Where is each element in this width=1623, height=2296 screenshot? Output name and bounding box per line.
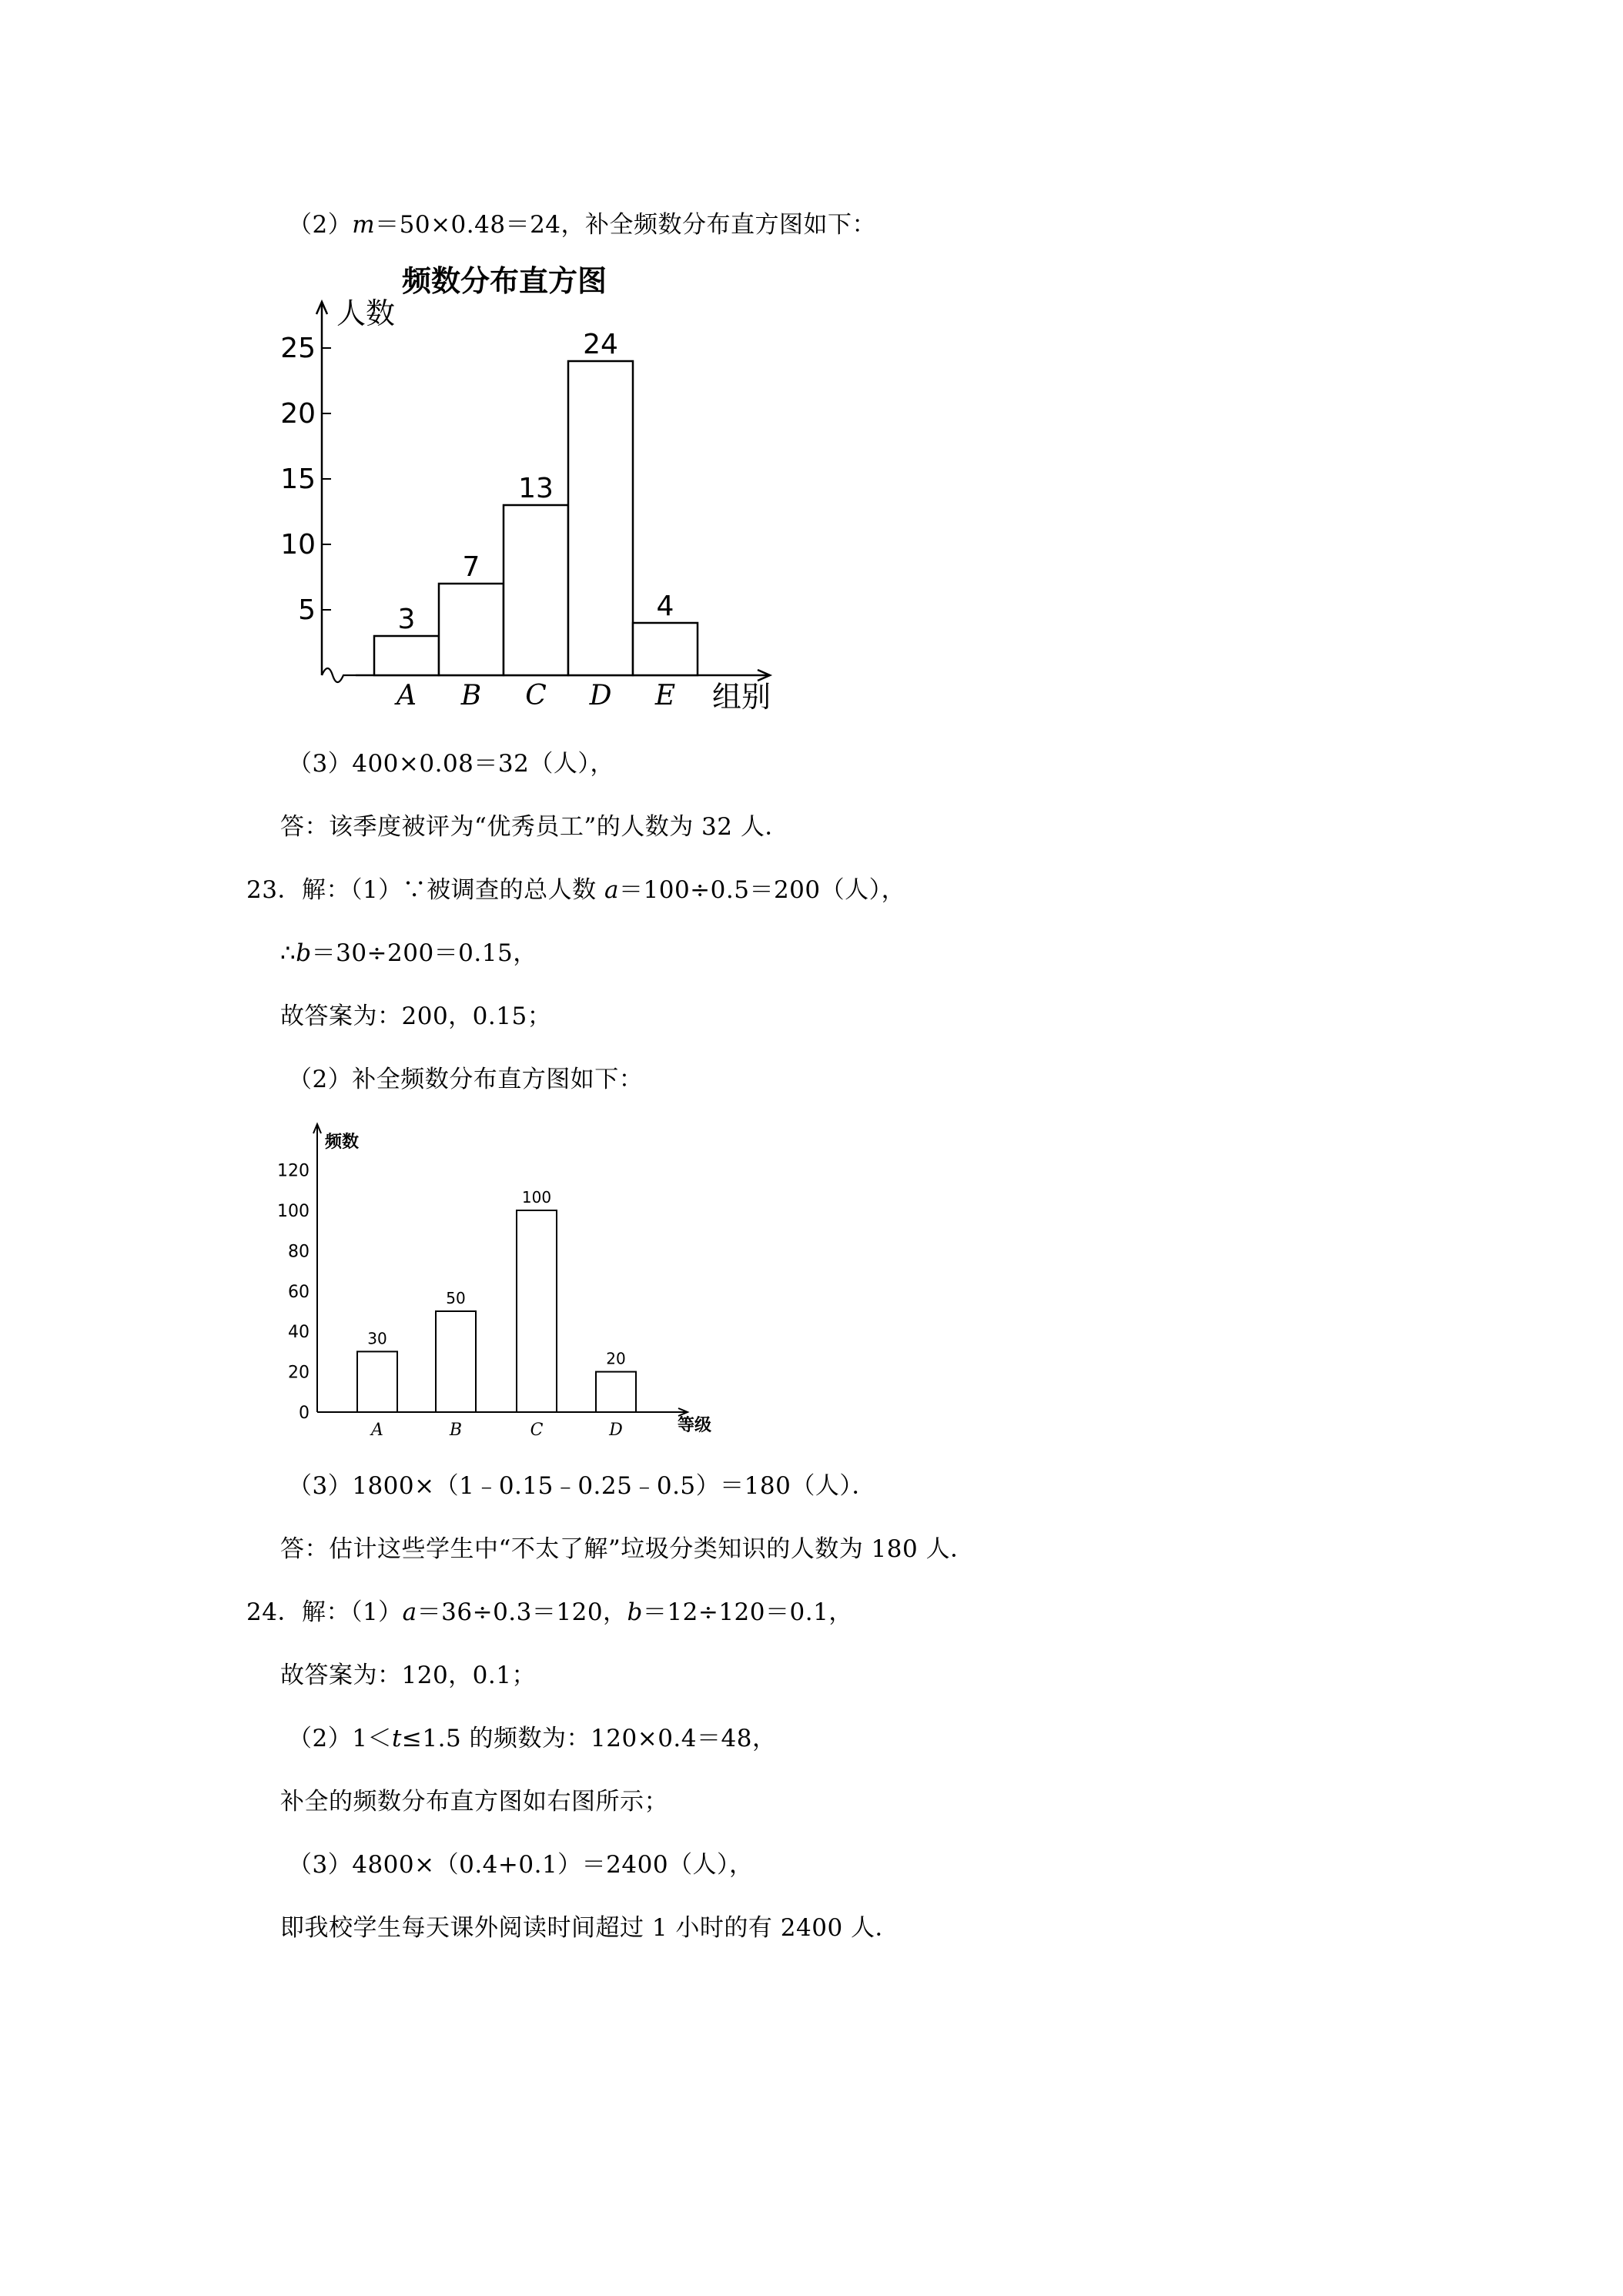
chart-2-data-label: 30 bbox=[367, 1329, 387, 1348]
text-line-3: 答：该季度被评为“优秀员工”的人数为 32 人． bbox=[280, 813, 789, 841]
text-line-13: 补全的频数分布直方图如右图所示； bbox=[280, 1788, 668, 1816]
chart-1-x-tick-label: C bbox=[525, 680, 547, 711]
chart-2-x-tick-label: D bbox=[609, 1421, 623, 1440]
text-line-8: （3）1800×（1﹣0.15﹣0.25﹣0.5）＝180（人）． bbox=[288, 1472, 876, 1500]
text-line-6: 故答案为：200，0.15； bbox=[280, 1002, 552, 1030]
text-line-1: （2）m＝50×0.48＝24，补全频数分布直方图如下： bbox=[288, 211, 877, 239]
chart-2-x-tick-label: B bbox=[449, 1421, 463, 1440]
text-line-14: （3）4800×（0.4+0.1）＝2400（人）， bbox=[288, 1851, 754, 1879]
chart-1-y-label: 人数 bbox=[336, 296, 396, 330]
chart-2-data-label: 50 bbox=[446, 1289, 466, 1307]
text-line-4: 23．解：（1）∵被调查的总人数 a＝100÷0.5＝200（人）， bbox=[246, 876, 906, 904]
chart-1-x-tick-label: D bbox=[589, 680, 612, 711]
text-line-15: 即我校学生每天课外阅读时间超过 1 小时的有 2400 人． bbox=[280, 1914, 900, 1942]
text-line-2: （3）400×0.08＝32（人）， bbox=[288, 750, 614, 778]
chart-1-x-label: 组别 bbox=[712, 680, 771, 714]
chart-1-y-tick-label: 25 bbox=[280, 333, 316, 364]
text-line-11: 故答案为：120，0.1； bbox=[280, 1662, 536, 1689]
chart-2-data-label: 100 bbox=[521, 1188, 552, 1207]
chart-2-bar bbox=[436, 1311, 476, 1412]
text-line-9: 答：估计这些学生中“不太了解”垃圾分类知识的人数为 180 人． bbox=[280, 1535, 975, 1563]
chart-2-y-tick-label: 60 bbox=[288, 1282, 310, 1302]
chart-1-y-tick-label: 5 bbox=[298, 594, 316, 626]
chart-1-title: 频数分布直方图 bbox=[401, 264, 607, 298]
chart-2-bar bbox=[517, 1210, 557, 1412]
text-line-5: ∴b＝30÷200＝0.15， bbox=[280, 939, 537, 967]
chart-2-x-label: 等级 bbox=[678, 1416, 712, 1435]
chart-2-y-tick-label: 80 bbox=[288, 1242, 310, 1262]
chart-2-bar bbox=[357, 1351, 397, 1412]
chart-2-y-tick-label: 0 bbox=[299, 1404, 310, 1423]
chart-2-group bbox=[277, 1124, 711, 1440]
chart-2-x-tick-label: C bbox=[530, 1421, 544, 1440]
chart-1-y-tick-label: 10 bbox=[280, 529, 316, 561]
chart-2-y-tick-label: 20 bbox=[288, 1363, 310, 1383]
chart-1-data-label: 7 bbox=[462, 551, 480, 583]
chart-2-data-label: 20 bbox=[606, 1349, 626, 1368]
chart-2-y-tick-label: 40 bbox=[288, 1323, 310, 1343]
chart-2-y-label: 频数 bbox=[325, 1133, 360, 1152]
chart-2-y-tick-label: 120 bbox=[277, 1161, 310, 1181]
chart-1-x-tick-label: E bbox=[654, 680, 676, 711]
chart-1-y-tick-label: 15 bbox=[280, 464, 316, 495]
chart-1-x-tick-label: A bbox=[397, 680, 417, 711]
text-line-10: 24．解：（1）a＝36÷0.3＝120，b＝12÷120＝0.1， bbox=[246, 1598, 853, 1626]
chart-1-data-label: 4 bbox=[656, 591, 674, 622]
text-line-7: （2）补全频数分布直方图如下： bbox=[288, 1066, 644, 1093]
chart-2-x-tick-label: A bbox=[371, 1421, 383, 1440]
chart-1-data-label: 24 bbox=[583, 329, 618, 360]
chart-1-y-tick-label: 20 bbox=[280, 398, 316, 430]
text-line-12: （2）1＜t≤1.5 的频数为：120×0.4＝48， bbox=[288, 1725, 777, 1752]
chart-1-data-label: 13 bbox=[518, 473, 554, 504]
chart-2-y-tick-label: 100 bbox=[277, 1202, 310, 1221]
chart-1-data-label: 3 bbox=[397, 604, 416, 635]
chart-2-bar bbox=[596, 1372, 636, 1412]
chart-1-x-tick-label: B bbox=[460, 680, 482, 711]
